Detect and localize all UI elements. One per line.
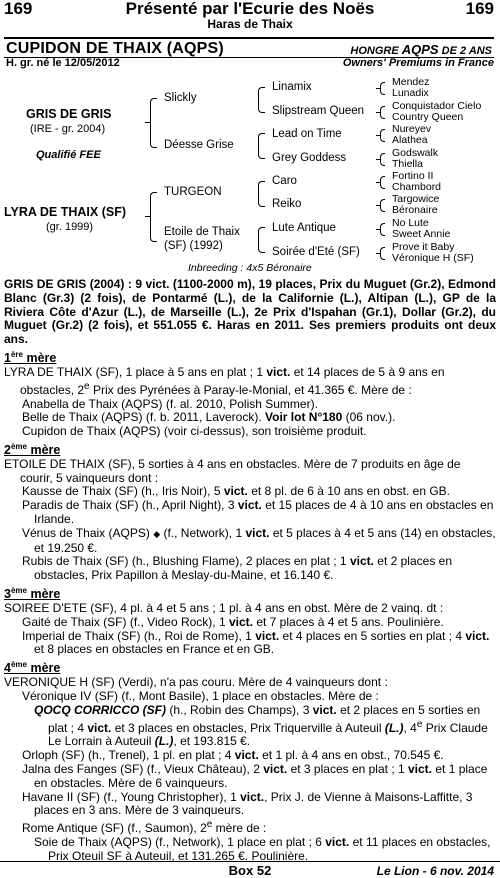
granddam-paragraph: ETOILE DE THAIX (SF), 5 sorties à 4 ans en obstacles. Mère de 7 produits en âge de courir, 5 vainqueurs dont : bbox=[4, 456, 461, 485]
pedigree bbox=[0, 70, 500, 275]
box-number: Box 52 bbox=[228, 863, 272, 878]
section-2eme-mere: 2ème mère bbox=[4, 441, 61, 458]
lot-number-left: 169 bbox=[4, 0, 33, 18]
fourth-dam-produce-2: Orloph (SF) (h., Trenel), 1 pl. en plat ; 4 vict. et 1 pl. à 4 ans en obst., 70.545 €. bbox=[22, 748, 444, 763]
fourth-dam-produce-3: Jalna des Fanges (SF) (f., Vieux Château), 2 vict. et 3 places en plat ; 1 vict. et 1 place en obstacles. Mère de 6 vainqueurs. bbox=[22, 761, 488, 790]
birth-line bbox=[6, 57, 494, 69]
owners-premiums: Owners' Premiums in France bbox=[342, 57, 494, 69]
lot-number-right: 169 bbox=[465, 0, 494, 18]
ped-dd1: Etoile de Thaix bbox=[164, 226, 240, 238]
granddam-produce-3: Vénus de Thaix (AQPS) ◆ (f., Network), 1 vict. et 5 places à 4 et 5 ans (14) en obstacles, et 19.250 €. bbox=[22, 525, 496, 555]
horse-name: CUPIDON DE THAIX (AQPS) bbox=[6, 40, 224, 57]
ped-g4-10: Targowice bbox=[392, 193, 440, 205]
fourth-dam-paragraph: VERONIQUE H (SF) (Verdi), n'a pas couru. Mère de 4 vainqueurs dont : bbox=[4, 675, 388, 690]
ped-g3-6: Lute Antique bbox=[272, 222, 336, 234]
ped-g4-7: Thiella bbox=[392, 158, 423, 170]
birth-info: H. gr. né le 12/05/2012 bbox=[6, 57, 120, 69]
page-footer bbox=[0, 861, 500, 878]
catalogue-text bbox=[4, 278, 496, 864]
fourth-dam-produce-4: Havane II (SF) (f., Young Christopher), 1 vict., Prix J. de Vienne à Maisons-Laffitte, 3 places en 3 ans. Mère de 3 vainqueurs. bbox=[22, 789, 473, 818]
inbreeding: Inbreeding : 4x5 Béronaire bbox=[188, 262, 312, 274]
fourth-dam-grandproduce-1: QOCQ CORRICCO (SF) (h., Robin des Champs), 3 vict. et 2 places en 5 sorties en plat ; 4 vict. et 3 places en obstacles, Prix Triquerville à Auteuil (L.), 4e Prix Claude Le Lorrain à Auteuil (L.), et 193.815 €. bbox=[34, 702, 488, 749]
ped-ss: Slickly bbox=[164, 92, 197, 104]
ped-g3-3: Grey Goddess bbox=[272, 152, 347, 164]
dam-paragraph: LYRA DE THAIX (SF), 1 place à 5 ans en plat ; 1 vict. et 14 places de 5 à 9 ans en obstacles, 2e Prix des Pyrénées à Paray-le-Monial, et 41.365 €. Mère de : bbox=[4, 364, 445, 397]
fourth-dam-produce-1: Véronique IV (SF) (f., Mont Basile), 1 place en obstacles. Mère de : bbox=[22, 688, 379, 703]
ped-g4-11: Béronaire bbox=[392, 204, 438, 216]
fourth-dam-grandproduce-2: Soie de Thaix (AQPS) (f., Network), 1 place en plat ; 6 vict. et 11 places en obstacles, Prix Oteuil SF à Auteuil, et 131.265 €. Poulinière. bbox=[34, 834, 491, 863]
ped-ds: TURGEON bbox=[164, 186, 222, 198]
horse-name-bar bbox=[4, 37, 494, 58]
dam-info: (gr. 1999) bbox=[46, 221, 94, 233]
ped-g4-5: Alathea bbox=[392, 134, 428, 146]
dam-name: LYRA DE THAIX (SF) bbox=[4, 205, 126, 219]
granddam-produce-2: Paradis de Thaix (SF) (h., April Night), 3 vict. et 15 places de 4 à 10 ans en obstacles en Irlande. bbox=[22, 498, 494, 527]
ped-g4-2: Conquistador Cielo bbox=[392, 100, 482, 112]
ped-g4-6: Godswalk bbox=[392, 147, 439, 159]
third-dam-produce-1: Gaité de Thaix (SF) (f., Video Rock), 1 vict. et 7 places à 4 et 5 ans. Poulinière. bbox=[22, 614, 444, 629]
ped-g4-8: Fortino II bbox=[392, 170, 434, 182]
ped-g4-0: Mendez bbox=[392, 76, 430, 88]
ped-g4-9: Chambord bbox=[392, 181, 442, 193]
ped-g4-12: No Lute bbox=[392, 217, 429, 229]
ped-g3-0: Linamix bbox=[272, 81, 312, 93]
third-dam-paragraph: SOIREE D'ETE (SF), 4 pl. à 4 et 5 ans ; 1 pl. à 4 ans en obst. Mère de 2 vainq. dt : bbox=[4, 601, 444, 615]
sale-date: Le Lion - 6 nov. 2014 bbox=[376, 864, 494, 878]
page-header bbox=[0, 0, 500, 18]
ped-g4-4: Nureyev bbox=[392, 123, 432, 135]
ped-g4-15: Véronique H (SF) bbox=[392, 252, 474, 264]
fourth-dam-produce-5: Rome Antique (SF) (f., Saumon), 2e mère de : bbox=[22, 819, 267, 836]
sire-note: Qualifié FEE bbox=[36, 149, 101, 161]
produce-1: Anabella de Thaix (AQPS) (f. al. 2010, Polish Summer). bbox=[22, 396, 318, 411]
ped-sd: Déesse Grise bbox=[164, 139, 234, 151]
ped-g4-13: Sweet Annie bbox=[392, 228, 451, 240]
ped-g4-3: Country Queen bbox=[392, 111, 464, 123]
section-1ere-mere: 1ère mère bbox=[4, 349, 57, 366]
ped-g3-5: Reiko bbox=[272, 198, 302, 210]
sire-info: (IRE - gr. 2004) bbox=[30, 123, 106, 135]
ped-g4-1: Lunadix bbox=[392, 87, 429, 99]
ped-g3-1: Slipstream Queen bbox=[272, 105, 365, 117]
third-dam-produce-2: Imperial de Thaix (SF) (h., Roi de Rome), 1 vict. et 4 places en 5 sorties en plat ; 4 vict. et 8 places en obstacles en France et en GB. bbox=[22, 628, 490, 657]
sex-age: HONGRE AQPS DE 2 ANS bbox=[350, 42, 492, 57]
ped-g3-7: Soirée d'Eté (SF) bbox=[272, 246, 360, 258]
granddam-produce-1: Kausse de Thaix (SF) (h., Iris Noir), 5 vict. et 8 pl. de 6 à 10 ans en obst. en GB. bbox=[22, 484, 450, 499]
produce-3: Cupidon de Thaix (AQPS) (voir ci-dessus), son troisième produit. bbox=[22, 424, 367, 439]
granddam-produce-4: Rubis de Thaix (SF) (h., Blushing Flame), 2 places en plat ; 1 vict. et 2 places en obstacles, Prix Papillon à Meslay-du-Maine, et 16.140 €. bbox=[22, 554, 453, 583]
page-title: Présenté par l'Ecurie des Noës bbox=[125, 0, 375, 18]
section-4eme-mere: 4ème mère bbox=[4, 660, 61, 676]
sire-name: GRIS DE GRIS bbox=[26, 107, 112, 121]
ped-g3-2: Lead on Time bbox=[272, 128, 342, 140]
ped-g3-4: Caro bbox=[272, 175, 297, 187]
section-3eme-mere: 3ème mère bbox=[4, 586, 61, 602]
sire-paragraph: GRIS DE GRIS (2004) : 9 vict. (1100-2000 m), 19 places, Prix du Muguet (Gr.2), Edmond Blanc (Gr.3) (2 fois), de Pontarmé (L.), de la Californie (L.), Altipan (L.), GP de la Riviera Côte d'Azur (L.), de Marseille (L.), 2e Prix d'Ispahan (Gr.1), Dollar (Gr.2), du Muguet (Gr.2) (2 fois), et 551.055 €. Haras en 2011. Ses premiers produits ont deux ans. bbox=[4, 277, 496, 347]
ped-dd2: (SF) (1992) bbox=[164, 240, 223, 252]
consignor: Haras de Thaix bbox=[207, 17, 293, 31]
ped-g4-14: Prove it Baby bbox=[392, 241, 455, 253]
produce-2: Belle de Thaix (AQPS) (f. b. 2011, Laverock). Voir lot N°180 (06 nov.). bbox=[22, 410, 396, 425]
